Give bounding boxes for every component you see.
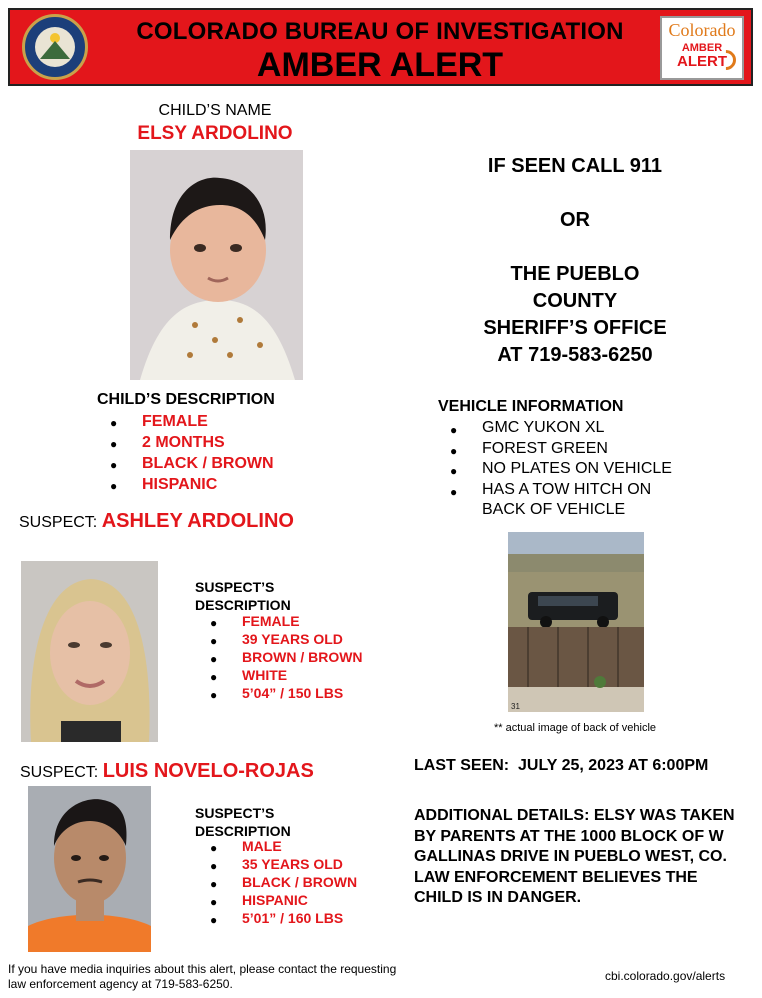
photo-stamp: 31 bbox=[511, 702, 520, 711]
suspect1-description-list bbox=[210, 612, 363, 702]
or-text: OR bbox=[560, 209, 590, 231]
suspect2-photo bbox=[28, 786, 151, 952]
suspect1-photo bbox=[21, 561, 158, 742]
logo-alert-text: ALERT bbox=[677, 53, 727, 70]
alerts-url: cbi.colorado.gov/alerts bbox=[605, 969, 726, 983]
agency-title: COLORADO BUREAU OF INVESTIGATION bbox=[136, 18, 624, 45]
child-description-title: CHILD’S DESCRIPTION bbox=[97, 391, 275, 408]
logo-state-text: Colorado bbox=[668, 20, 736, 40]
contact-line: THE PUEBLO bbox=[510, 263, 640, 285]
suspect2-name: LUIS NOVELO-ROJAS bbox=[102, 760, 314, 782]
contact-phone: AT 719-583-6250 bbox=[497, 344, 653, 366]
vehicle-info-title: VEHICLE INFORMATION bbox=[438, 398, 624, 415]
child-name-label: CHILD’S NAME bbox=[158, 102, 272, 119]
suspect1-line bbox=[19, 510, 294, 533]
suspect2-description-list bbox=[210, 837, 357, 927]
child-photo bbox=[130, 150, 303, 380]
alert-header bbox=[8, 8, 753, 86]
suspect-label: SUSPECT: bbox=[20, 764, 99, 781]
colorado-amber-alert-logo bbox=[660, 16, 744, 80]
list-item: ● 5’01” / 160 LBS bbox=[210, 909, 357, 927]
list-item: ● 5’04” / 150 LBS bbox=[210, 684, 363, 702]
list-item: ● GMC YUKON XL bbox=[450, 418, 740, 439]
vehicle-photo bbox=[508, 532, 644, 712]
media-inquiries-text: If you have media inquiries about this alert, please contact the requesting law enforcement agency at 719-583-6250. bbox=[8, 962, 397, 991]
list-item: ● MALE bbox=[210, 837, 357, 855]
cbi-seal-icon bbox=[22, 14, 88, 80]
alert-type-title: AMBER ALERT bbox=[256, 46, 504, 84]
vehicle-info-list bbox=[450, 418, 740, 521]
list-item: ● 2 MONTHS bbox=[110, 432, 274, 453]
child-description-list bbox=[110, 411, 274, 495]
list-item: ● BROWN / BROWN bbox=[210, 648, 363, 666]
suspect1-description-title: SUSPECT’S DESCRIPTION bbox=[195, 579, 291, 613]
list-item: ● NO PLATES ON VEHICLE bbox=[450, 459, 740, 480]
list-item: ● 35 YEARS OLD bbox=[210, 855, 357, 873]
list-item: ● HISPANIC bbox=[110, 474, 274, 495]
suspect-label: SUSPECT: bbox=[19, 514, 98, 531]
list-item: ● FOREST GREEN bbox=[450, 439, 740, 460]
additional-details-text: ADDITIONAL DETAILS: ELSY WAS TAKEN BY PARENTS AT THE 1000 BLOCK OF W GALLINAS DRIVE IN PUEBLO WEST, CO. LAW ENFORCEMENT BELIEVES THE CHILD IS IN DANGER. bbox=[414, 807, 735, 906]
suspect1-name: ASHLEY ARDOLINO bbox=[101, 510, 294, 532]
last-seen-text: LAST SEEN: JULY 25, 2023 AT 6:00PM bbox=[414, 757, 709, 774]
list-item: ● WHITE bbox=[210, 666, 363, 684]
list-item: ● FEMALE bbox=[210, 612, 363, 630]
logo-amber-text: AMBER bbox=[681, 42, 723, 54]
call-911-text: IF SEEN CALL 911 bbox=[487, 155, 663, 177]
suspect2-description-title: SUSPECT’S DESCRIPTION bbox=[195, 805, 291, 839]
list-item: ● FEMALE bbox=[110, 411, 274, 432]
vehicle-caption: ** actual image of back of vehicle bbox=[493, 722, 657, 734]
contact-line: COUNTY bbox=[532, 290, 618, 312]
list-item: ● BLACK / BROWN bbox=[210, 873, 357, 891]
suspect2-line bbox=[20, 760, 314, 783]
contact-line: SHERIFF’S OFFICE bbox=[483, 317, 667, 339]
list-item: ● BLACK / BROWN bbox=[110, 453, 274, 474]
list-item: ● HAS A TOW HITCH ON BACK OF VEHICLE bbox=[450, 480, 692, 521]
child-name: ELSY ARDOLINO bbox=[137, 123, 293, 144]
list-item: ● 39 YEARS OLD bbox=[210, 630, 363, 648]
list-item: ● HISPANIC bbox=[210, 891, 357, 909]
